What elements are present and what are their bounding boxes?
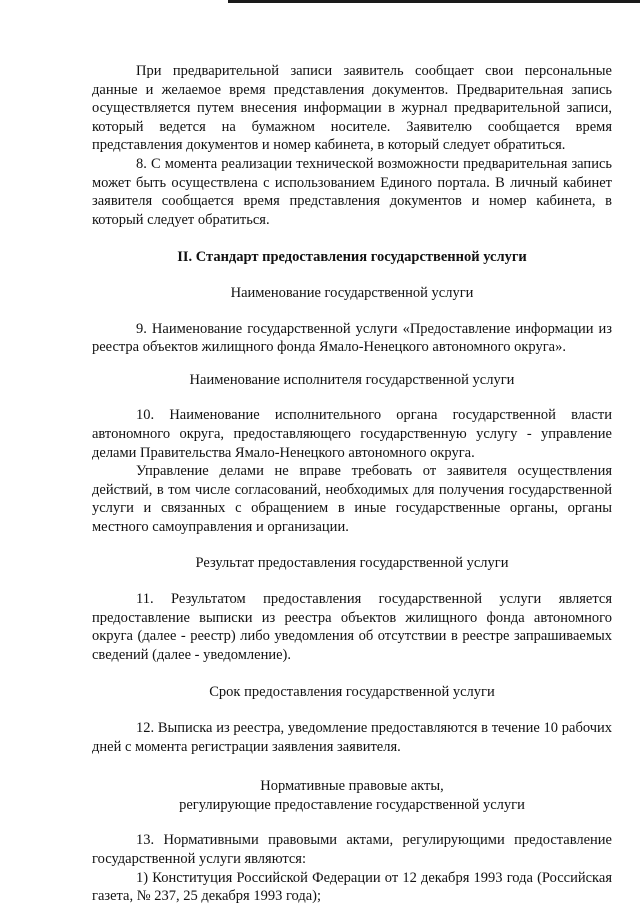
section-title: II. Стандарт предоставления государственной услуги [177, 249, 527, 266]
heading-service-name: Наименование государственной услуги [230, 284, 474, 301]
paragraph-12: 12. Выписка из реестра, уведомление предоставляются в течение 10 рабочих дней с момента регистрации заявления заявителя. [92, 720, 612, 755]
paragraph-13: 13. Нормативными правовыми актами, регулирующими предоставление государственной услуги являются: [92, 832, 612, 867]
paragraph-10: 10. Наименование исполнительного органа государственной власти автономного округа, предоставляющего государственную услугу - управление делами Правительства Ямало-Ненецкого автономного округа. [92, 407, 612, 461]
heading-legal-acts-line1: Нормативные правовые акты, [260, 778, 444, 795]
paragraph-13-item-1: 1) Конституция Российской Федерации от 12 декабря 1993 года (Российская газета, № 237, 25 декабря 1993 года); [92, 869, 612, 905]
paragraph-preliminary-record: При предварительной записи заявитель сообщает свои персональные данные и желаемое время представления документов. Предварительная запись осуществляется путем внесения информации в журнал предварительной записи, который ведется на бумажном носителе. Заявителю сообщается время представления документов и номер кабинета, в который следует обратиться. [92, 63, 612, 154]
paragraph-8: 8. С момента реализации технической возможности предварительная запись может быть осуществлена с использованием Единого портала. В личный кабинет заявителя сообщается время представления документов и номер кабинета, в который следует обратиться. [92, 155, 612, 228]
top-border-line [228, 0, 640, 3]
heading-executor: Наименование исполнителя государственной услуги [189, 371, 515, 388]
document-page [92, 62, 612, 906]
paragraph-9: 9. Наименование государственной услуги «Предоставление информации из реестра объектов жилищного фонда Ямало-Ненецкого автономного округа». [92, 320, 612, 356]
paragraph-11: 11. Результатом предоставления государственной услуги является предоставление выписки из реестра объектов жилищного фонда автономного округа (далее - реестр) либо уведомления об отсутствии в реестре запрашиваемых сведений (далее - уведомление). [92, 591, 612, 663]
heading-result: Результат предоставления государственной услуги [195, 555, 509, 572]
paragraph-10-continued: Управление делами не вправе требовать от заявителя осуществления действий, в том числе согласований, необходимых для получения государственной услуги и связанных с обращением в иные государственные органы, органы местного самоуправления и организации. [92, 463, 612, 535]
heading-term: Срок предоставления государственной услуги [209, 684, 495, 701]
heading-legal-acts-line2: регулирующие предоставление государственной услуги [179, 796, 525, 813]
